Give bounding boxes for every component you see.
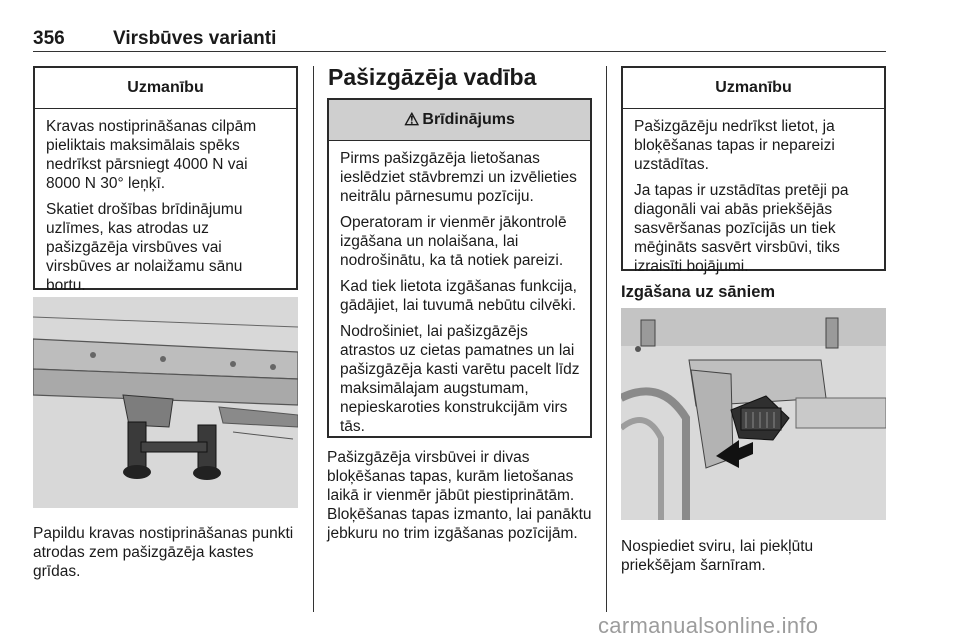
section-title: Pašizgāzēja vadība	[328, 64, 537, 90]
figure-lever	[621, 308, 886, 520]
caution-paragraph-1: Kravas nostiprināšanas cilpām pieliktais maksimālais spēks nedrīkst pārsniegt 4000 N vai 8000 N 30° leņķī.	[46, 118, 257, 192]
warning-paragraph-1: Pirms pašizgāzēja lietošanas ieslēdziet stāvbremzi un izvēlieties neitrālu pārnesumu pozīciju.	[340, 150, 577, 205]
page-header	[33, 18, 886, 52]
warning-paragraph-2: Operatoram ir vienmēr jākontrolē izgāšana un nolaišana, lai nodrošinātu, ka tā notiek pareizi.	[340, 214, 567, 269]
lever-illustration	[621, 308, 886, 520]
column-divider-2	[606, 66, 607, 612]
caution-box-title: Uzmanību	[35, 68, 296, 109]
warning-paragraph-3: Kad tiek lietota izgāšanas funkcija, gādājiet, lai tuvumā nebūtu cilvēki.	[340, 278, 577, 314]
caution-paragraph-col3-1: Pašizgāzēju nedrīkst lietot, ja bloķēšanas tapas ir nepareizi uzstādītas.	[634, 118, 835, 173]
body-text-col2: Pašizgāzēja virsbūvei ir divas bloķēšanas tapas, kurām lietošanas laikā ir vienmēr jābūt piestiprinātām. Bloķēšanas tapas izmanto, lai panāktu jebkuru no trim izgāšanas pozīcijām.	[327, 449, 592, 542]
figure-tipper-underside	[33, 297, 298, 508]
chapter-title: Virsbūves varianti	[113, 28, 277, 49]
caution-box-col1	[33, 66, 298, 294]
caution-paragraph-2: Skatiet drošības brīdinājumu uzlīmes, kas atrodas uz pašizgāzēja virsbūves vai virsbūves ar nolaižamu sānu bortu.	[46, 201, 243, 294]
figure-caption-col3: Nospiediet sviru, lai piekļūtu priekšējam šarnīram.	[621, 538, 814, 574]
subheading-side-tipping: Izgāšana uz sāniem	[621, 283, 776, 301]
caution-paragraph-col3-2: Ja tapas ir uzstādītas pretēji pa diagonāli vai abās priekšējās sasvēršanas pozīcijās un tiek mēģināts sasvērt virsbūvi, tiks izraisīti bojājumi.	[634, 182, 849, 275]
column-divider-1	[313, 66, 314, 612]
page-number: 356	[33, 28, 65, 49]
header-rule	[33, 51, 886, 52]
warning-box-title: Brīdinājums	[422, 111, 515, 128]
caution-box-col3	[621, 66, 886, 275]
warning-box-header	[329, 100, 590, 141]
watermark: carmanualsonline.info	[598, 613, 819, 638]
warning-box	[327, 98, 592, 438]
tipper-underside-illustration	[33, 297, 298, 508]
warning-triangle-icon: ⚠	[404, 110, 420, 129]
figure-caption-col1: Papildu kravas nostiprināšanas punkti atrodas zem pašizgāzēja kastes grīdas.	[33, 525, 294, 580]
caution-box-title-col3: Uzmanību	[623, 68, 884, 109]
warning-paragraph-4: Nodrošiniet, lai pašizgāzējs atrastos uz cietas pamatnes un lai pašizgāzēja kasti varētu pacelt līdz maksimālajam augstumam, nepieskaroties konstrukcijām virs tās.	[340, 323, 580, 435]
